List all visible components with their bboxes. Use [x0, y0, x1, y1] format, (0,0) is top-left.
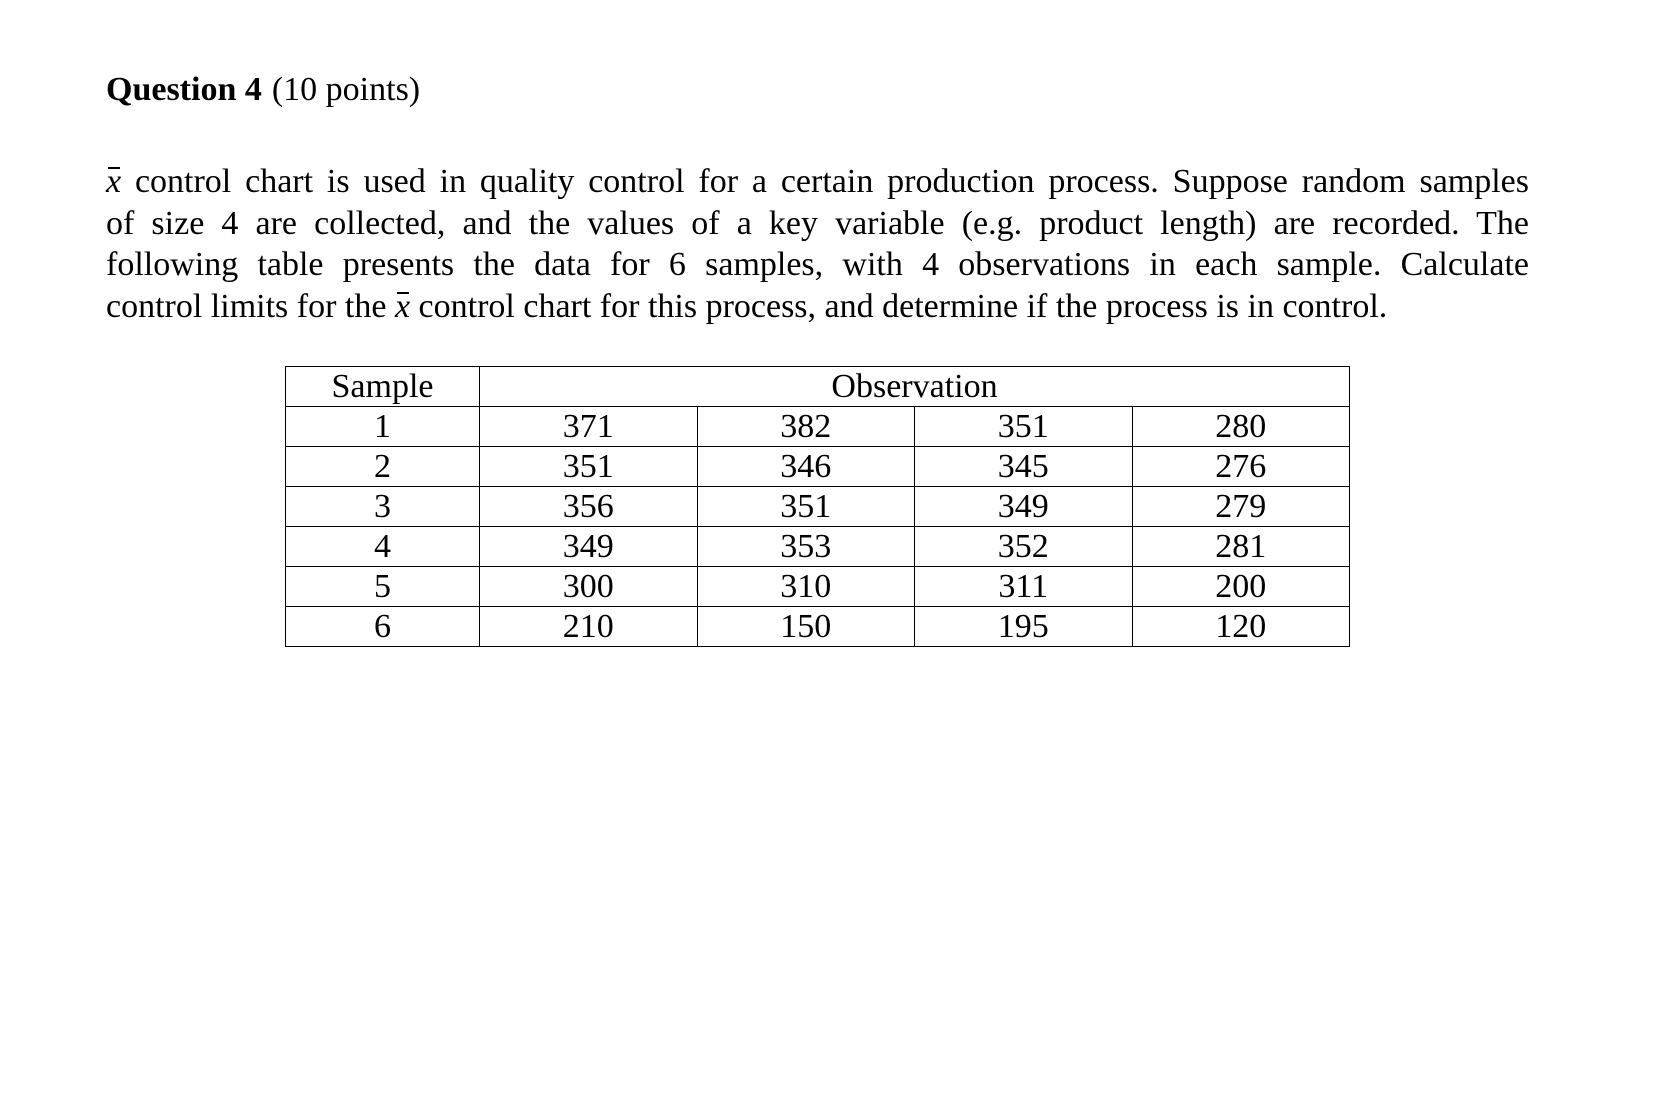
header-sample: Sample [286, 367, 480, 407]
observation-cell: 195 [915, 607, 1133, 647]
x-bar-symbol: x [106, 161, 121, 203]
observation-cell: 300 [480, 567, 698, 607]
observation-cell: 210 [480, 607, 698, 647]
sample-cell: 4 [286, 527, 480, 567]
observation-cell: 311 [915, 567, 1133, 607]
observation-cell: 200 [1132, 567, 1350, 607]
observation-cell: 371 [480, 407, 698, 447]
paragraph-line-4 [106, 286, 1529, 328]
table-row [286, 407, 1350, 447]
sample-cell: 1 [286, 407, 480, 447]
question-paragraph [106, 161, 1529, 327]
table-header-row [286, 367, 1350, 407]
observation-cell: 150 [697, 607, 915, 647]
observation-cell: 345 [915, 447, 1133, 487]
observation-cell: 120 [1132, 607, 1350, 647]
observation-cell: 382 [697, 407, 915, 447]
table-row [286, 487, 1350, 527]
table-row [286, 567, 1350, 607]
paragraph-line-3: following table presents the data for 6 samples, with 4 observations in each sample. Calculate [106, 246, 1529, 283]
observation-cell: 276 [1132, 447, 1350, 487]
paragraph-line-1 [106, 161, 1529, 203]
sample-cell: 6 [286, 607, 480, 647]
paragraph-line-1-text: control chart is used in quality control for a certain production process. Suppose random samples [121, 163, 1529, 200]
observation-cell: 356 [480, 487, 698, 527]
observation-cell: 351 [480, 447, 698, 487]
paragraph-line-2: of size 4 are collected, and the values of a key variable (e.g. product length) are recorded. The [106, 204, 1529, 242]
observation-cell: 349 [915, 487, 1133, 527]
observation-cell: 310 [697, 567, 915, 607]
observation-cell: 351 [697, 487, 915, 527]
sample-cell: 2 [286, 447, 480, 487]
observation-cell: 351 [915, 407, 1133, 447]
sample-cell: 3 [286, 487, 480, 527]
header-observation: Observation [480, 367, 1350, 407]
observation-cell: 281 [1132, 527, 1350, 567]
observation-cell: 279 [1132, 487, 1350, 527]
observation-cell: 346 [697, 447, 915, 487]
observation-cell: 280 [1132, 407, 1350, 447]
question-title: Question 4 [106, 71, 262, 108]
x-bar-symbol: x [395, 286, 410, 328]
observation-cell: 353 [697, 527, 915, 567]
question-points: (10 points) [271, 71, 421, 108]
table-row [286, 527, 1350, 567]
observation-table [285, 366, 1350, 647]
paragraph-line-4-after: control chart for this process, and determine if the process is in control. [410, 287, 1388, 325]
observation-cell: 349 [480, 527, 698, 567]
table-row [286, 447, 1350, 487]
observation-cell: 352 [915, 527, 1133, 567]
sample-cell: 5 [286, 567, 480, 607]
question-heading [106, 70, 420, 110]
paragraph-line-4-before: control limits for the [106, 287, 395, 325]
table-row [286, 607, 1350, 647]
